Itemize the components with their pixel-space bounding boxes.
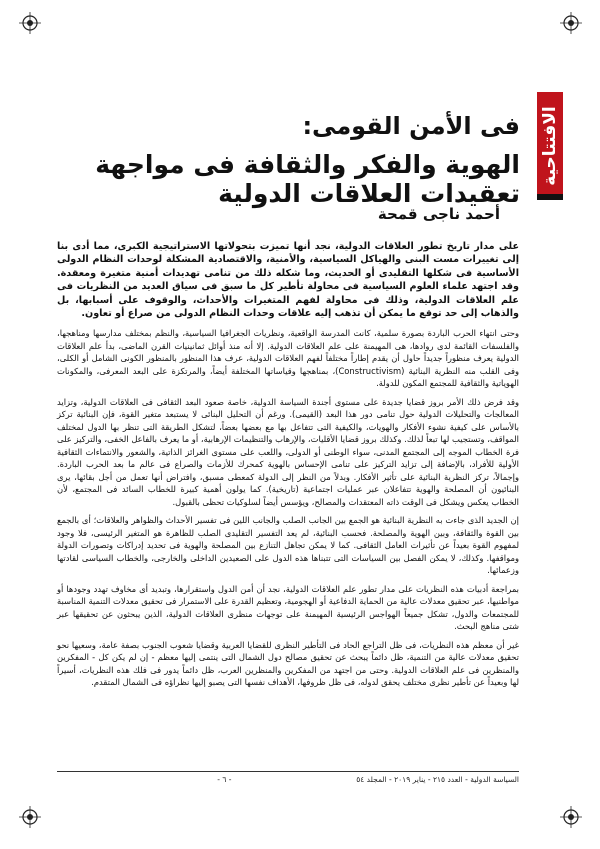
footer-publication-info: السياسة الدولية - العدد ٢١٥ - يناير ٢٠١٩ - المجلد ٥٤: [356, 775, 519, 784]
section-tab-stripe: [537, 194, 563, 200]
body-paragraph-5: غير أن معظم هذه النظريات، فى ظل التراجع الحاد فى التأطير النظرى للقضايا العربية وقضايا شعوب الجنوب بصفة عامة، وسعيها نحو تحقيق معدلات عالية من التنمية، ظل دائماً يبحث عن تحقيق مصالح دول الشمال التى ينتمى إليها معظم - إن لم يكن كل - المفكرين والمنظرين فى علم العلاقات الدولية. وحتى من اجتهد من المفكرين والمنظرين العرب، ظل دائماً يدور فى فلك هذه النظريات، أسيراً لها وبعيداً عن تأطير نظرى مختلف يحقق لدوله، فى ظل ظروفها، الأهداف نفسها التى يصبو إليها نظراؤه فى الشمال المتقدم.: [57, 639, 519, 688]
registration-mark-bottom-right: [560, 806, 582, 828]
page-number: - ٦ -: [217, 775, 232, 784]
article-body: [57, 240, 519, 695]
registration-mark-top-left: [19, 12, 41, 34]
lead-paragraph: على مدار تاريخ تطور العلاقات الدولية، نجد أنها تميزت بتحولاتها الاستراتيجية الكبرى، مما أدى بنا إلى تغييرات مست البنى والهياكل السياسية، والأمنية، والاقتصادية المشكلة لوحدات النظام الدولى الأساسية فى شكلها التقليدى أو الحديث، وما شكله ذلك من تنامى تهديدات أمنية متغيرة ومعقدة. وقد اجتهد علماء العلوم السياسية فى محاولة تأطير كل ما سبق فى سياق العديد من النظريات فى علم العلاقات الدولية، وذلك فى محاولة لفهم المتغيرات والأحداث، والوقوف على أسبابها، بل والذهاب إلى حد توقع ما يمكن أن تذهب إليه علاقات وحدات النظام الدولى من صراع أو تعاون.: [57, 241, 519, 320]
page-footer: [57, 775, 519, 784]
article-author: أحمد ناجى قمحة: [377, 205, 500, 223]
registration-mark-bottom-left: [19, 806, 41, 828]
section-tab-label: الافتتاحية: [540, 106, 560, 186]
section-tab: [537, 92, 563, 200]
body-paragraph-2: وقد فرض ذلك الأمر بروز قضايا جديدة على مستوى أجندة السياسة الدولية، خاصة صعود البعد الثقافى فى العلاقات الدولية، وتزايد المعالجات والتحليلات الدولية حول تنامى دور هذا البعد (القيمى). ورغم أن التحليل البنائى لا يستبعد متغير القوة، فإن البنائية تركز بالأساس على كيفية نشوء الأفكار والهويات، والكيفية التى تتفاعل بها مع بعضها بعضاً، لتشكل الطريقة التى تنظر بها الدول لمختلف المواقف، وتستجيب لها تبعاً لذلك. وكذلك بروز قضايا الأقليات، والإرهاب والتنظيمات الإرهابية، أو ما يعرف بالفاعل الخفى، والتركيز على فرة الخطاب الموجه إلى المجتمع المدنى، سواء الوطنى أو الدولى، واللعب على مستوى الغرائز الذاتية، والشعور والانتماءات الثقافية الأولية للأفراد، بالإضافة إلى تزايد التركيز على تنامى الإحساس بالهوية كمحرك للأزمات والصراع فى عالم ما بعد الحرب الباردة. وإجمالاً، تركز النظرية البنائية على تأثير الأفكار. وبدلاً من النظر إلى الدولة كمعطى مسبق، وافتراض أنها تعمل من أجل بقائها، يرى البنائيون أن المصلحة والهوية تتفاعلان عبر عمليات اجتماعية (تاريخية). كما يولون أهمية كبيرة للخطاب السائد فى المجتمع، لأن الخطاب يعكس ويشكل فى الوقت ذاته المعتقدات والمصالح، ويؤسس أيضاً لسلوكيات تحظى بالقبول.: [57, 396, 519, 507]
body-paragraph-4: بمراجعة أدبيات هذه النظريات على مدار تطور علم العلاقات الدولية، نجد أن أمن الدول واستقرارها، وتبديد أى مخاوف تهدد وجودها أو مواطنيها، عبر تحقيق معدلات عالية من الحماية الدفاعية أو الهجومية، وتعظيم القدرة على الاستمرار فى تحقيق معدلات التنمية المناسبة للمجتمعات والدول، تشكل جميعاً الهواجس الرئيسية المهيمنة على توجهات منظرى العلاقات الدولية، الذين يبحثون عن تحقيقها عبر شتى مناهج البحث.: [57, 583, 519, 632]
footer-divider: [57, 771, 519, 772]
registration-mark-top-right: [560, 12, 582, 34]
article-title: الهوية والفكر والثقافة فى مواجهة تعقيدات العلاقات الدولية: [95, 150, 520, 208]
article-kicker: فى الأمن القومى:: [302, 112, 520, 140]
body-paragraph-1: وحتى انتهاء الحرب الباردة بصورة سلمية، كانت المدرسة الواقعية، ونظريات الجغرافيا السياسية، والنظم بمختلف مدارسها ومناهجها، والفلسفات القائمة لدى روادها، هى المهيمنة على علم العلاقات الدولية. إلا أنه منذ أوائل ثمانينيات القرن الماضى، بدأ علم العلاقات الدولية يعرف منظوراً جديداً حاول أن يقدم إطاراً مختلفاً لفهم العلاقات الدولية، عرف هذا المنظور بالمنظور الكونى الشامل أو الكلى، وفى القلب منه النظرية البنائية (Constructivism)، بمناهجها وقياساتها المختلفة أيضاً، والمرتكزة على البعد المعرفى، والمكونات الهوياتية والثقافية للمجتمع المكون للدولة.: [57, 328, 519, 389]
body-paragraph-3: إن الجديد الذى جاءت به النظرية البنائية هو الجمع بين الجانب الصلب والجانب اللين فى تفسير الأحداث والظواهر والعلاقات؛ أى بالجمع بين القوة والثقافة، وبين الهوية والمصلحة. فحسب البنائية، لم يعد التفسير التقليدى الصلب للظاهرة هو المتغير الرئيسى، فلا وجود لمفهوم القوة بعيداً عن تأثيرات العامل الثقافى. كما لا يمكن تجاهل التنازع بين المصلحة والهوية فى تحديد إدراكات وتصورات الدولة ومواقفها. وكذلك، لا يمكن الفصل بين السياسات التى تتبناها هذه الدول على الصعيدين الداخلى والخارجى، والخطاب السياسى لقادتها وزعمائها.: [57, 515, 519, 576]
